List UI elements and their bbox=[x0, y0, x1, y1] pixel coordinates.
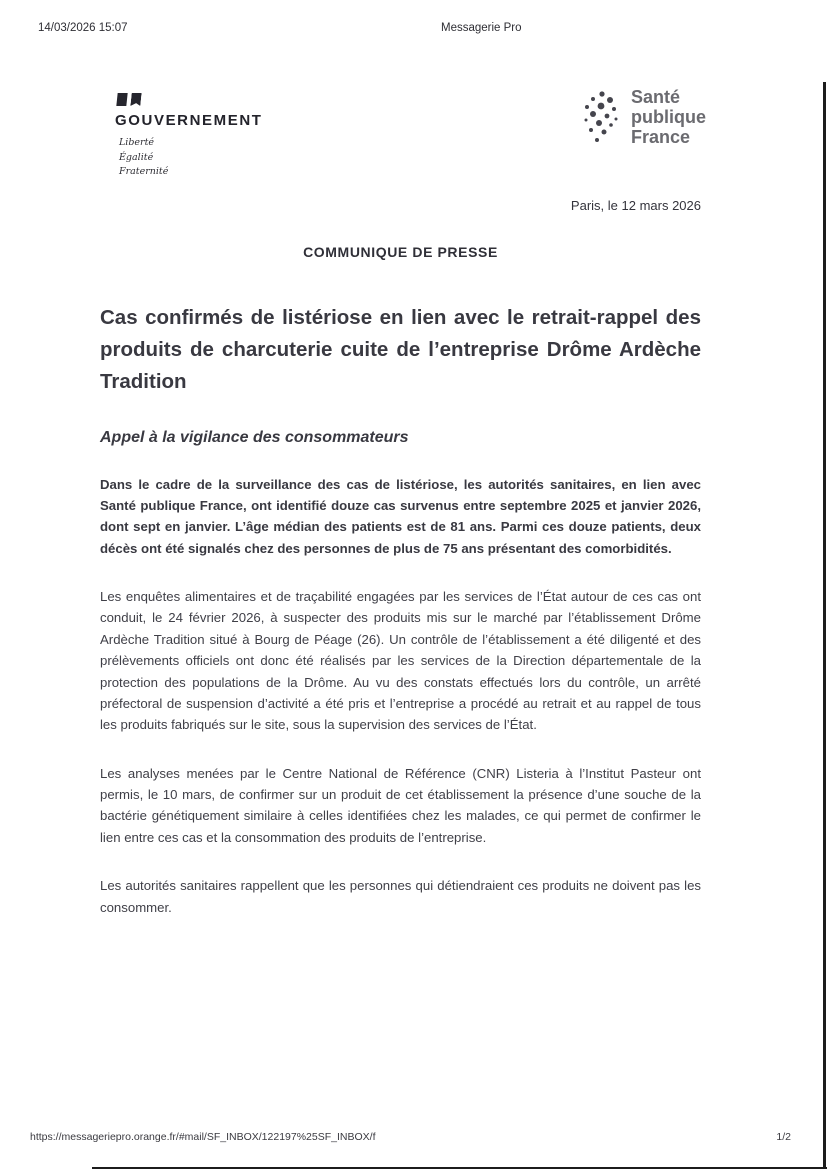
spf-wordmark bbox=[631, 88, 706, 147]
press-release-title: Cas confirmés de listériose en lien avec le retrait-rappel des produits de charcuterie cuite de l’entreprise Drôme Ardèche Tradition bbox=[100, 306, 701, 394]
press-release-body bbox=[100, 198, 701, 918]
scan-edge-right bbox=[823, 82, 826, 1169]
kicker-communique-de-presse: COMMUNIQUE DE PRESSE bbox=[303, 244, 498, 260]
motto-line: Fraternité bbox=[119, 166, 169, 178]
press-release-subtitle: Appel à la vigilance des consommateurs bbox=[100, 428, 409, 446]
gouvernement-motto bbox=[119, 136, 295, 180]
french-flag-icon bbox=[117, 92, 295, 106]
print-footer-page-number: 1/2 bbox=[776, 1131, 791, 1143]
motto-line: Égalité bbox=[119, 151, 154, 163]
spf-wordmark-line: Santé bbox=[631, 87, 681, 107]
paragraph-investigation: Les enquêtes alimentaires et de traçabilité engagées par les services de l’État autour de ces cas ont conduit, le 24 février 2026, à suspecter des produits mis sur le marché par l’établissement Drôme Ardèche Tradition situé à Bourg de Péage (26). Un contrôle de l’établissement a été diligenté et des prélèvements officiels ont donc été réalisés par les services de la Direction départementale de la protection des populations de la Drôme. Au vu des constats effectués lors du contrôle, un arrêté préfectoral de suspension d’activité a été pris et l’entreprise a procédé au retrait et au rappel de tous les produits fabriqués sur le site, sous la supervision des services de l’État. bbox=[100, 589, 701, 733]
spf-wordmark-line: publique bbox=[631, 106, 706, 127]
gouvernement-wordmark: GOUVERNEMENT bbox=[115, 112, 263, 129]
paragraph-analyses: Les analyses menées par le Centre National de Référence (CNR) Listeria à l’Institut Pasteur ont permis, le 10 mars, de confirmer sur un produit de cet établissement la présence d’une souche de la bactérie génétiquement similaire à celles identifiées chez les malades, ce qui permet de confirmer le lien entre ces cas et la consommation des produits de l’entreprise. bbox=[100, 765, 701, 845]
flag-bar-icon bbox=[130, 93, 141, 106]
print-title: Messagerie Pro bbox=[441, 22, 522, 34]
motto-line: Liberté bbox=[119, 137, 155, 148]
sante-publique-france-logo bbox=[583, 88, 706, 147]
print-footer-url: https://messageriepro.orange.fr/#mail/SF_INBOX/122197%25SF_INBOX/f bbox=[30, 1131, 376, 1143]
spf-wordmark-line: France bbox=[631, 126, 691, 147]
gouvernement-logo bbox=[115, 92, 295, 180]
paragraph-warning: Les autorités sanitaires rappellent que les personnes qui détiendraient ces produits ne doivent pas les consommer. bbox=[100, 878, 701, 915]
print-timestamp: 14/03/2026 15:07 bbox=[38, 22, 128, 34]
paragraph-summary: Dans le cadre de la surveillance des cas de listériose, les autorités sanitaires, en lien avec Santé publique France, ont identifié douze cas survenus entre septembre 2025 et janvier 2026, dont sept en janvier. L’âge médian des patients est de 81 ans. Parmi ces douze patients, deux décès ont été signalés chez des personnes de plus de 75 ans présentant des comorbidités. bbox=[100, 476, 701, 556]
dateline: Paris, le 12 mars 2026 bbox=[570, 198, 701, 213]
spf-dots-icon bbox=[583, 89, 621, 147]
flag-bar-icon bbox=[116, 93, 127, 106]
